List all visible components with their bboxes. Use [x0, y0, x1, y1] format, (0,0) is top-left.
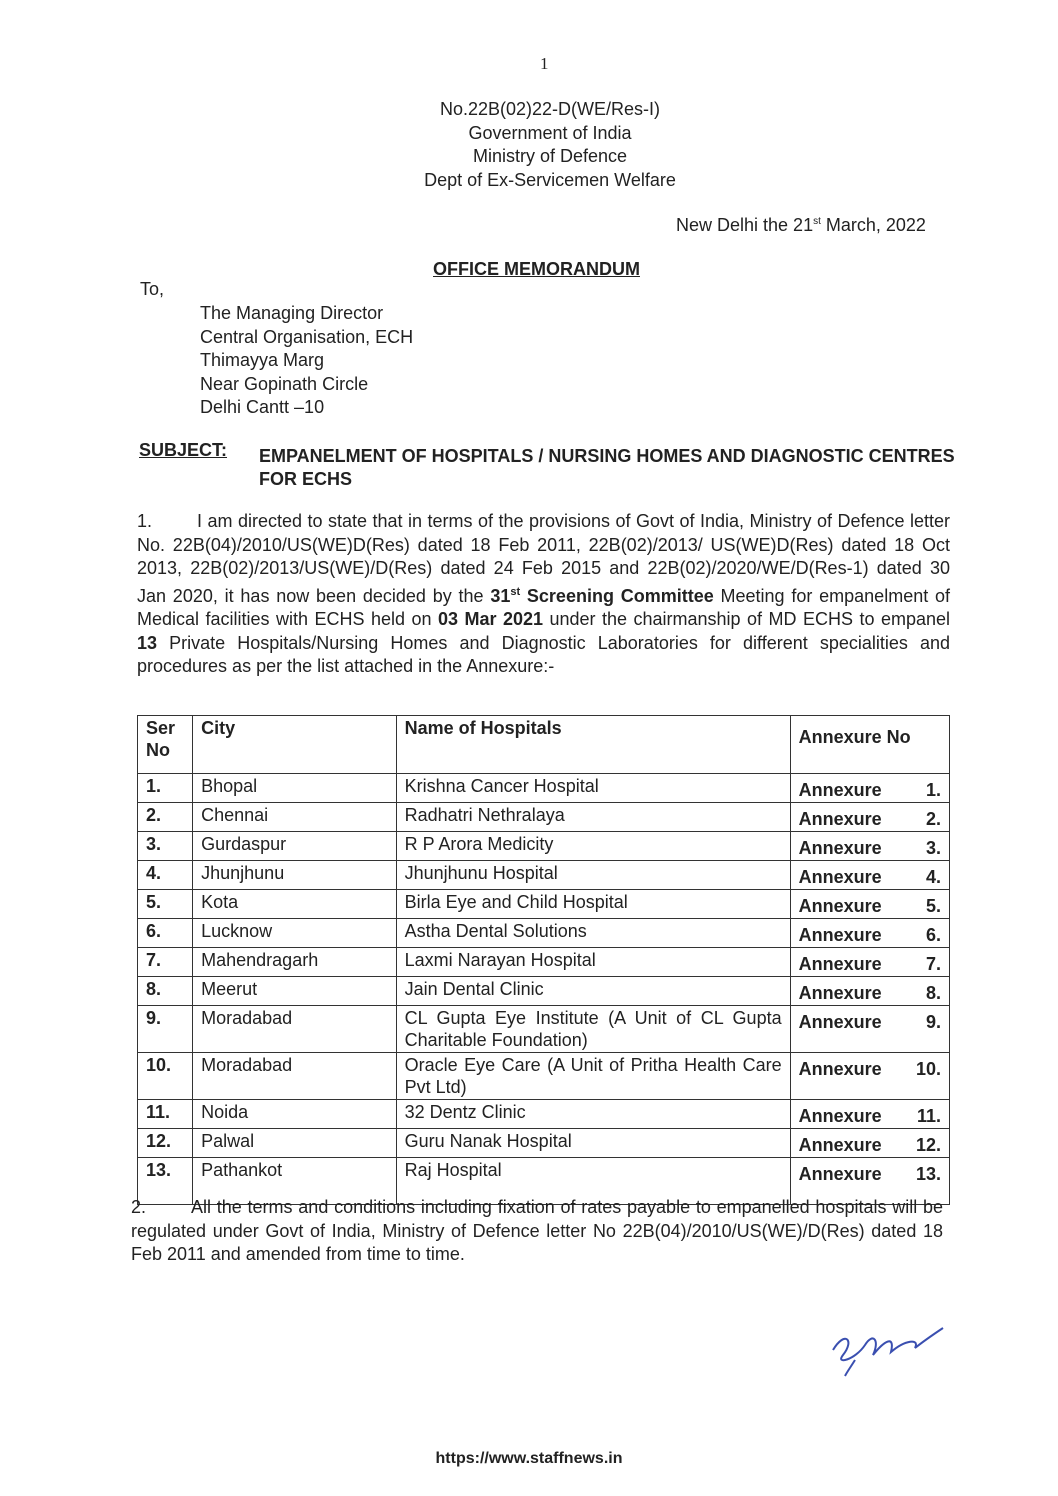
annexure-number: 5.: [925, 896, 941, 916]
cell-annexure: [790, 861, 949, 890]
annexure-label: Annexure: [798, 983, 882, 1003]
cell-hospital: Radhatri Nethralaya: [396, 803, 790, 832]
date-suffix: March, 2022: [820, 215, 926, 235]
paragraph-text: All the terms and conditions including fixation of rates payable to empanelled hospitals will be regulated under Govt of India, Ministry of Defence letter No 22B(04)/2010/US(WE)/D(Res) dated 18 Feb 2011 and amended from time to time.: [131, 1197, 943, 1264]
cell-annexure: [790, 890, 949, 919]
cell-hospital: R P Arora Medicity: [396, 832, 790, 861]
cell-city: Moradabad: [193, 1006, 397, 1053]
date-sup: st: [813, 216, 821, 227]
cell-city: Bhopal: [193, 774, 397, 803]
header-annexure: Annexure No: [790, 716, 949, 774]
cell-annexure: [790, 948, 949, 977]
address-line: Thimayya Marg: [200, 350, 325, 370]
paragraph-1: [137, 510, 950, 679]
document-title: OFFICE MEMORANDUM: [433, 259, 640, 279]
annexure-number: 7.: [925, 954, 941, 974]
cell-city: Jhunjhunu: [193, 861, 397, 890]
address-line: Delhi Cantt –10: [200, 397, 325, 417]
letterhead: [300, 98, 800, 192]
annexure-number: 6.: [925, 925, 941, 945]
annexure-number: 2.: [925, 809, 941, 829]
page-number: 1: [540, 54, 549, 73]
annexure-number: 10.: [915, 1059, 941, 1079]
annexure-label: Annexure: [798, 1135, 882, 1155]
annexure-label: Annexure: [798, 954, 882, 974]
cell-city: Mahendragarh: [193, 948, 397, 977]
annexure-label: Annexure: [798, 896, 882, 916]
address-line: Central Organisation, ECH: [200, 326, 414, 347]
cell-annexure: [790, 1053, 949, 1100]
header-city: City: [193, 716, 397, 774]
footer-url[interactable]: https://www.staffnews.in: [435, 1450, 623, 1467]
signature: [825, 1310, 950, 1380]
to-label: To,: [140, 279, 165, 299]
cell-city: Gurdaspur: [193, 832, 397, 861]
cell-city: Palwal: [193, 1129, 397, 1158]
cell-ser-no: 9.: [138, 1006, 193, 1053]
table-row: [138, 803, 950, 832]
paragraph-text: under the chairmanship of MD ECHS to empanel: [543, 609, 951, 629]
cell-ser-no: 2.: [138, 803, 193, 832]
annexure-label: Annexure: [798, 809, 882, 829]
cell-annexure: [790, 803, 949, 832]
annexure-label: Annexure: [798, 925, 882, 945]
table-row: [138, 1053, 950, 1100]
date-prefix: New Delhi the 21: [676, 215, 814, 235]
table-row: [138, 832, 950, 861]
cell-ser-no: 6.: [138, 919, 193, 948]
address-line: Near Gopinath Circle: [200, 373, 369, 394]
paragraph-sup: st: [510, 585, 521, 598]
cell-ser-no: 12.: [138, 1129, 193, 1158]
table-row: [138, 1129, 950, 1158]
paragraph-bold: 13: [137, 632, 158, 653]
annexure-number: 1.: [925, 780, 941, 800]
cell-ser-no: 1.: [138, 774, 193, 803]
annexure-label: Annexure: [798, 838, 882, 858]
cell-hospital: Oracle Eye Care (A Unit of Pritha Health Care Pvt Ltd): [396, 1053, 790, 1100]
header-hospital: Name of Hospitals: [396, 716, 790, 774]
cell-city: Lucknow: [193, 919, 397, 948]
cell-ser-no: 11.: [138, 1100, 193, 1129]
cell-ser-no: 5.: [138, 890, 193, 919]
annexure-label: Annexure: [798, 1164, 882, 1184]
hospitals-table: [137, 715, 950, 1205]
table-header-row: [138, 716, 950, 774]
table-row: [138, 919, 950, 948]
date-line: [676, 215, 926, 236]
letterhead-line: Government of India: [468, 122, 632, 143]
cell-ser-no: 13.: [138, 1158, 193, 1205]
cell-hospital: 32 Dentz Clinic: [396, 1100, 790, 1129]
paragraph-text: Meeting for empanelment of Medical facilities with ECHS held on: [137, 585, 951, 629]
annexure-label: Annexure: [798, 1106, 882, 1126]
header-ser-no: Ser No: [138, 716, 193, 774]
annexure-number: 3.: [925, 838, 941, 858]
paragraph-2: [131, 1196, 943, 1267]
cell-hospital: Jain Dental Clinic: [396, 977, 790, 1006]
cell-annexure: [790, 977, 949, 1006]
cell-annexure: [790, 1100, 949, 1129]
cell-hospital: Laxmi Narayan Hospital: [396, 948, 790, 977]
cell-ser-no: 7.: [138, 948, 193, 977]
annexure-label: Annexure: [798, 1059, 882, 1079]
cell-ser-no: 3.: [138, 832, 193, 861]
cell-annexure: [790, 774, 949, 803]
cell-ser-no: 8.: [138, 977, 193, 1006]
paragraph-bold: Screening Committee: [520, 585, 714, 606]
cell-city: Moradabad: [193, 1053, 397, 1100]
annexure-label: Annexure: [798, 780, 882, 800]
cell-annexure: [790, 1129, 949, 1158]
reference-number: No.22B(02)22-D(WE/Res-I): [439, 99, 661, 119]
cell-annexure: [790, 919, 949, 948]
cell-annexure: [790, 832, 949, 861]
cell-ser-no: 10.: [138, 1053, 193, 1100]
annexure-number: 9.: [925, 1012, 941, 1032]
subject-text: EMPANELMENT OF HOSPITALS / NURSING HOMES AND DIAGNOSTIC CENTRES FOR ECHS: [259, 446, 955, 489]
annexure-label: Annexure: [798, 1012, 882, 1032]
table-row: [138, 1100, 950, 1129]
annexure-number: 4.: [925, 867, 941, 887]
cell-hospital: Astha Dental Solutions: [396, 919, 790, 948]
cell-city: Kota: [193, 890, 397, 919]
paragraph-bold: 03 Mar 2021: [437, 609, 544, 629]
letterhead-line: Dept of Ex-Servicemen Welfare: [424, 169, 676, 190]
cell-hospital: Raj Hospital: [396, 1158, 790, 1205]
cell-hospital: Jhunjhunu Hospital: [396, 861, 790, 890]
annexure-number: 13.: [915, 1164, 941, 1184]
cell-annexure: [790, 1006, 949, 1053]
table-row: [138, 890, 950, 919]
table-row: [138, 1006, 950, 1053]
table-row: [138, 977, 950, 1006]
cell-hospital: Krishna Cancer Hospital: [396, 774, 790, 803]
subject-label: SUBJECT:: [139, 440, 228, 460]
annexure-number: 12.: [915, 1135, 941, 1155]
cell-hospital: CL Gupta Eye Institute (A Unit of CL Gupta Charitable Foundation): [396, 1006, 790, 1053]
cell-hospital: Guru Nanak Hospital: [396, 1129, 790, 1158]
subject: [139, 440, 955, 489]
table-row: [138, 948, 950, 977]
annexure-number: 11.: [916, 1106, 941, 1126]
paragraph-number: 2.: [131, 1197, 147, 1217]
paragraph-bold: 31: [490, 585, 511, 606]
paragraph-text: Private Hospitals/Nursing Homes and Diagnostic Laboratories for different specialities and procedures as per the list attached in the Annexure:-: [137, 632, 950, 676]
annexure-label: Annexure: [798, 867, 882, 887]
table-row: [138, 861, 950, 890]
cell-hospital: Birla Eye and Child Hospital: [396, 890, 790, 919]
address-line: The Managing Director: [200, 303, 384, 323]
paragraph-number: 1.: [137, 511, 153, 531]
letterhead-line: Ministry of Defence: [472, 146, 628, 166]
recipient-address: [200, 302, 413, 420]
paragraph-text: I am directed to state that in terms of the provisions of Govt of India, Ministry of Defence letter No. 22B(04)/2010/US(WE)D(Res) dated 18 Feb 2011, 22B(02)/2013/ US(WE)D(Res) dated 18 Oct 2013, 22B(02)/2013/US(WE)/D(Res) dated 24 Feb 2015 and 22B(02)/2020/WE/D(Res-1) dated 30 Jan 2020, it has now been decided by the: [137, 511, 950, 606]
cell-ser-no: 4.: [138, 861, 193, 890]
cell-city: Noida: [193, 1100, 397, 1129]
cell-city: Chennai: [193, 803, 397, 832]
cell-city: Meerut: [193, 977, 397, 1006]
table-row: [138, 774, 950, 803]
table-body: [138, 774, 950, 1205]
annexure-number: 8.: [925, 983, 941, 1003]
cell-city: Pathankot: [193, 1158, 397, 1205]
